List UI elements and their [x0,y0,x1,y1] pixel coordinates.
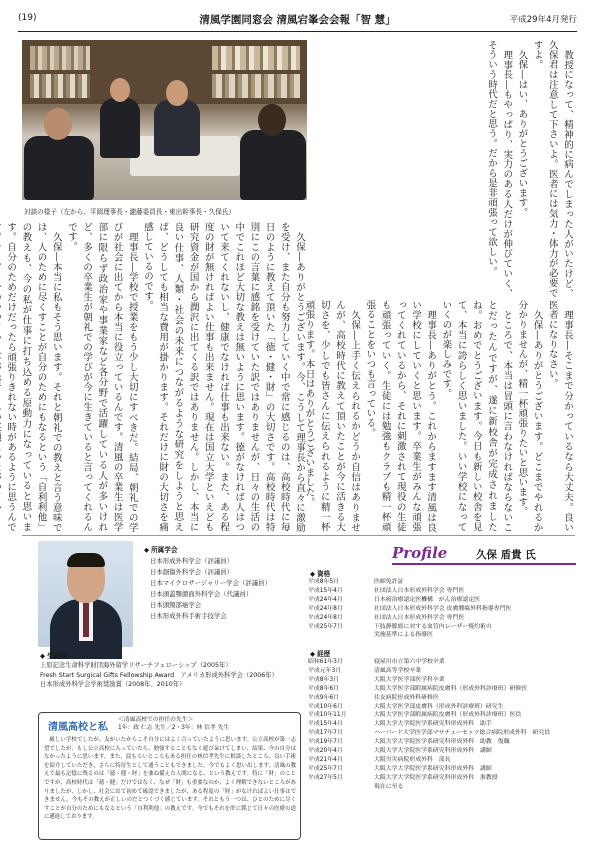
awards-list [40,661,278,690]
table-row: 平成25年7月 下肢静脈瘤に対する血管内レーザー焼灼術の [308,623,492,630]
photo-caption: 対談の様子（左から、平岡理事長・瀧藤委員長・東出幹事長・久保氏） [24,208,235,216]
table-row: 平成17年7月 ハーバード大学医学部マサチューセッツ総合病院形成外科 研究員 [308,730,551,737]
career-heading: ◆ 経歴 [310,648,330,658]
profile-heading: Profile [392,544,448,562]
issue-date: 平成29年4月発行 [509,15,577,25]
interview-para: 久保―ありがとうございます。どこまでやれるか分かりませんが、精一杯頑張りたいと思います。 [516,300,543,532]
table-row: 平成10年6月 大阪大学医学部皮膚科（形成外科診療班）研究生 [308,703,504,710]
table-row: 平成15年4月 大阪大学大学院医学系研究科形成外科 助手 [308,721,492,728]
affiliations-list [150,556,271,622]
list-item: 日本形成外科学会（評議員） [150,557,234,565]
newsletter-title: 清風学園同窓会 清風宕峯会会報「智 慧」 [199,14,396,26]
teacher-box-subtitle [118,716,229,732]
interview-para: 久保―ありがとうございます。今、こうして理事長から直々に激励を受け、また自分も努力していく中で常に感じるのは、高校時代に毎日のように教えて頂いた「徳・健・財」の大切さです。高校時代は特別にこの言葉に感銘を受けていた訳ではありませんが、日々の生活の中でこれほど大切な教えは無いように思います。徳がなければ人はついて来てくれないし、健康でなければ仕事も出来ない。また、ある程度の財が無ければよい仕事も出来ません。現在は国立大学といえども研究資金が国から潤沢に出てくる訳ではありません。しかし、本当に良い仕事、人類・社会の未来につながるような研究をしようと思えば、どうしても相当な費用が掛かります。それだけに財の大切さを痛感しているのです。 [141,222,305,532]
interview-text-top [310,40,575,298]
table-row: 平成元年3月 清風高等学校卒業 [308,667,422,674]
table-row: 平成8年6月 大阪大学医学部附属病院皮膚科（形成外科診療班）研修医 [308,685,528,692]
list-item: 日本形成外科学会学術奨励賞（2008年、2010年） [40,681,186,689]
table-row: 平成21年4月 大阪労災病院形成外科 部長 [308,756,451,763]
table-row: 平成9年6月 住友病院形成外科研修医 [308,694,439,701]
list-item: 日本創傷外科学会（評議員） [150,568,234,576]
list-item: 上原記念生命科学財団海外留学リサーチフェローシップ（2005年） [40,662,232,669]
interview-para: 理事長―学校で授業をもう少し大切にすべきだ。結局、朝礼での学びが社会に出てから本当に役立っているんです。清風の卒業生は医学部に限らず政治家や事業家など各分野で活躍している人が多いけれど、多くの卒業生が朝礼での学びが今に生きていると言ってくれるんです。 [65,222,138,532]
interview-para: ところで、本当は冒頭に言わなければならないことだったんですが、遂に新校舎が完成されましたね。おめでとうございます。今日も新しい校舎を見て、本当に誇らしく思いました。いい学校になっていくのが楽しみです。 [440,300,513,532]
interview-para: 理事長―もやっぱり、実力のある人だけが伸びていく、そういう時代だと思う。だから是非頑張って欲しい。 [485,40,513,298]
interview-para: 理事長―ありがとう。これからますます清風は良い学校にしていくと思います。卒業生がみんな頑張ってくれているから、それに刺激されて現役の生徒も頑張っていく。生徒には勉強もクラブも精一杯頑張ることをいつも言っている。 [364,300,437,532]
portrait-photo [38,541,133,647]
list-item: 日本頭蓋顎顔面外科学会（代議員） [150,590,253,598]
profile-underline [392,563,576,565]
table-row: 平成8年5月 医師免許証 [308,579,404,585]
table-row: 平成15年4月 社団法人日本形成外科学会 専門医 [308,587,465,594]
page-header [18,10,577,32]
table-row: 平成27年5月 大阪大学大学院医学系研究科形成外科 准教授 [308,774,498,781]
section-divider [22,535,575,536]
table-row: 平成19年7月 大阪大学大学院医学系研究科形成外科 助教 復職 [308,739,510,746]
list-item: 日本頭頸部癌学会 [150,601,202,609]
interview-para: 久保―上手く伝えられるかどうか自信はありませんが、高校時代に教えて頂いたことが今に活きる大切さを、少しでも皆さんに伝えられるように精一杯頑張ります。本日はありがとうございました。 [303,300,361,532]
table-row: 平成24年4月 日本癌治療認定医機構 がん治療認定医 [308,596,481,603]
interview-para: 理事長―そこまで分かっているなら大丈夫。良い医者になりなさい。 [546,300,573,532]
page-number: (19) [18,13,37,23]
teacher-box-body: 厳しい学校でしたが、友がいたからこそ自分にはよく合っていたように思います。公立高校が第一志望でしたが、もし公立高校に入っていたら、勉強することもなく遊び呆けてしまい、結果、今の自分はなかったように思います。また、涙もろいところもある担任の林信孝先生に相談したところ、良い手術を紹介していただき、さらに特待生として通うこともできました。今でもよく思い出します。清風の教えで最も記憶に残るのは「徳・健・財」を兼ね備えた人間になる、という教えです。特に「財」のことですが、高校時代は「徳・健」だけではなく、なぜ「財」も重要なのか、よく理解できないところがありましたが、しかし、社会に出て初めて確認できましたが、ある程度の「財」がなければよい仕事はできません。今もその教えが正しいのだとつくづく感じています。それともう一つは、ひとのために尽くすことが自分のためにもなるという「自利利他」の教えです。今でもそれを肝に銘じて日々の医療の道に邁進しております。 [44,737,296,821]
career-list [308,658,576,792]
awards-heading: ◆ 受賞歴 [40,650,67,660]
interview-text-left [5,222,307,532]
table-row: 平成20年4月 大阪大学大学院医学系研究科形成外科 講師 [308,748,492,755]
table-row: 平成10年11月 大阪大学医学部附属病院皮膚科（形成外科診療班）医員 [308,712,522,719]
teacher-box-title: 清風高校と私 [48,722,108,733]
table-row: 平成24年8月 社団法人日本形成外科学会 専門医 [308,614,465,621]
profile-name: 久保 盾貴 氏 [476,549,536,561]
subtitle-line: 1年：政 仁志 先生／2・3年：林 信孝 先生 [118,725,230,731]
list-item: 日本マイクロサージャリー学会（評議員） [150,579,271,587]
table-row: 平成24年8月 社団法人日本形成外科学会 皮膚腫瘍外科指導専門医 [308,605,512,612]
affiliations-heading: ◆ 所属学会 [144,544,177,554]
table-row: 平成25年7月 大阪大学大学院医学系研究科形成外科 講師 [308,765,492,772]
subtitle-line: ＜清風高校での担任の先生＞ [118,717,194,723]
table-row: 昭和61年3月 寝屋川市立第六中学校卒業 [308,659,445,665]
interview-para: 久保―はい、ありがとうございます。 [516,49,528,217]
interview-para: 教授になって、精神的に病んでしまった人がいたけど、久保君は注意して下さいよ。医者には気力・体力が必要ですよ。 [531,40,573,298]
interview-photo [22,40,307,200]
table-row: 現在に至る [374,783,404,790]
table-row: 実施基準による指導医 [374,632,433,639]
qualifications-heading: ◆ 資格 [310,568,330,578]
interview-text-right [303,300,575,532]
list-item: 日本形成外科手術手技学会 [150,612,227,620]
qualifications-list [308,578,576,640]
interview-para: 久保―本当に私もそう思います。それと朝礼での教えと言う意味では、人のために尽くすことが自分のためにもなるという「自利利他」の教えも、今の私が仕事に打ち込める原動力になっていると思います。自分のためだけだったら頑張りきれない時があるように思うんで [5,222,62,532]
list-item: Fresh Start Surgical Gifts Fellowship Award アメリカ形成外科学会（2006年） [40,671,278,679]
table-row: 平成8年3月 大阪大学医学部医学科卒業 [308,676,445,683]
